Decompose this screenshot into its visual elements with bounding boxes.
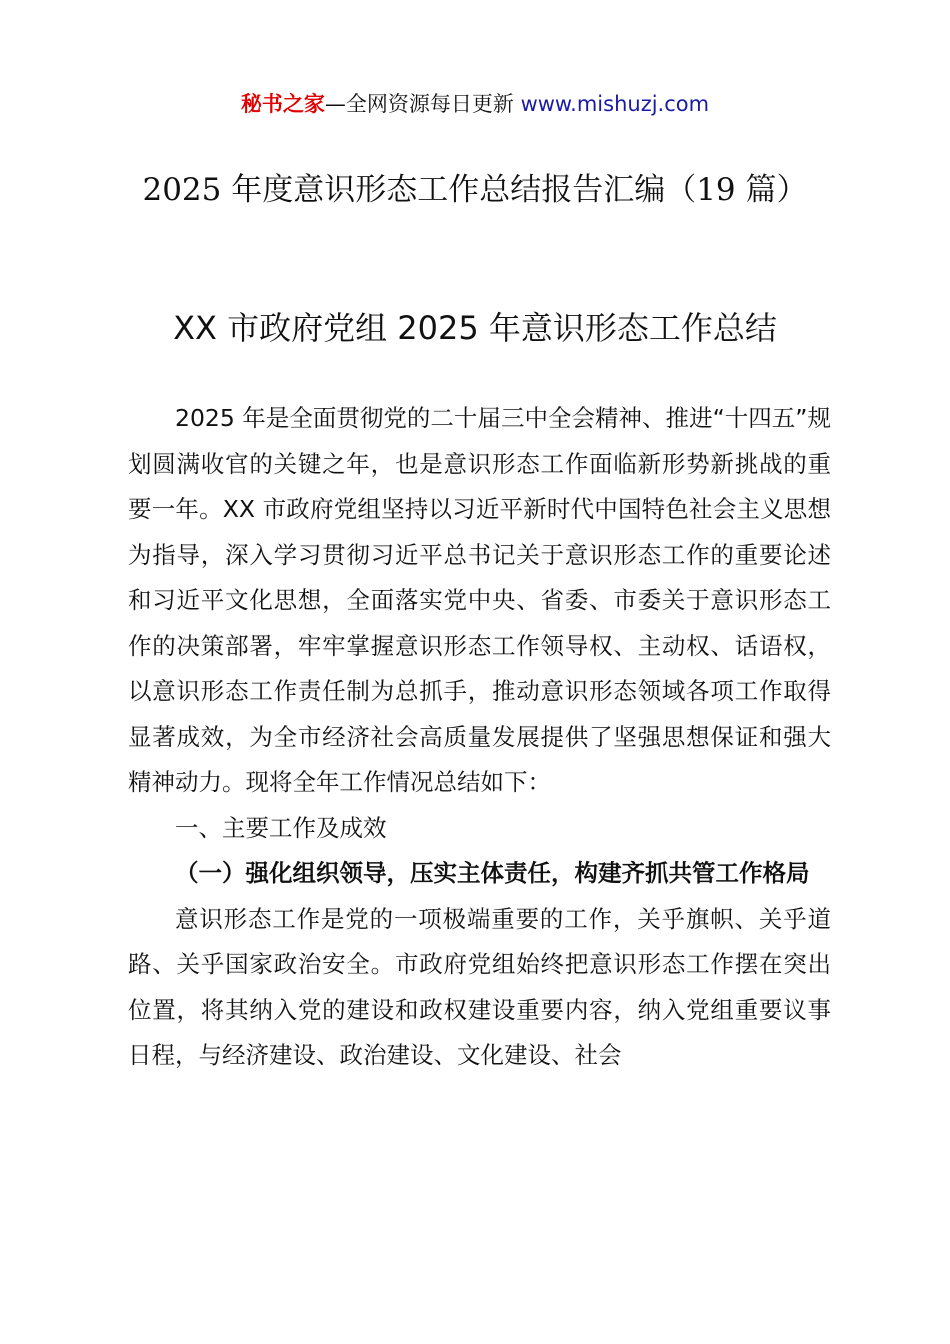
- document-title: 2025 年度意识形态工作总结报告汇编（19 篇）: [142, 172, 808, 208]
- intro-paragraph: 2025 年是全面贯彻党的二十届三中全会精神、推进“十四五”规划圆满收官的关键之年，也是意识形态工作面临新形势新挑战的重要一年。XX 市政府党组坚持以习近平新时代中国特色社会主义思想为指导，深入学习贯彻习近平总书记关于意识形态工作的重要论述和习近平文化思想，全面落实党中央、省委、市委关于意识形态工作的决策部署，牢牢掌握意识形态工作领导权、主动权、话语权，以意识形态工作责任制为总抓手，推动意识形态领域各项工作取得显著成效，为全市经济社会高质量发展提供了坚强思想保证和强大精神动力。现将全年工作情况总结如下：: [128, 404, 831, 796]
- document-subtitle: XX 市政府党组 2025 年意识形态工作总结: [173, 309, 777, 347]
- brand-name: 秘书之家: [240, 92, 325, 116]
- document-body: [128, 396, 831, 1079]
- site-url-link[interactable]: www.mishuzj.com: [520, 92, 710, 116]
- site-header: [0, 88, 950, 120]
- header-tagline: —全网资源每日更新: [324, 92, 514, 116]
- subsection-heading: （一）强化组织领导，压实主体责任，构建齐抓共管工作格局: [175, 859, 810, 887]
- section-heading: 一、主要工作及成效: [175, 813, 387, 842]
- body-paragraph: 意识形态工作是党的一项极端重要的工作，关乎旗帜、关乎道路、关乎国家政治安全。市政府党组始终把意识形态工作摆在突出位置，将其纳入党的建设和政权建设重要内容，纳入党组重要议事日程，与经济建设、政治建设、文化建设、社会: [128, 904, 831, 1069]
